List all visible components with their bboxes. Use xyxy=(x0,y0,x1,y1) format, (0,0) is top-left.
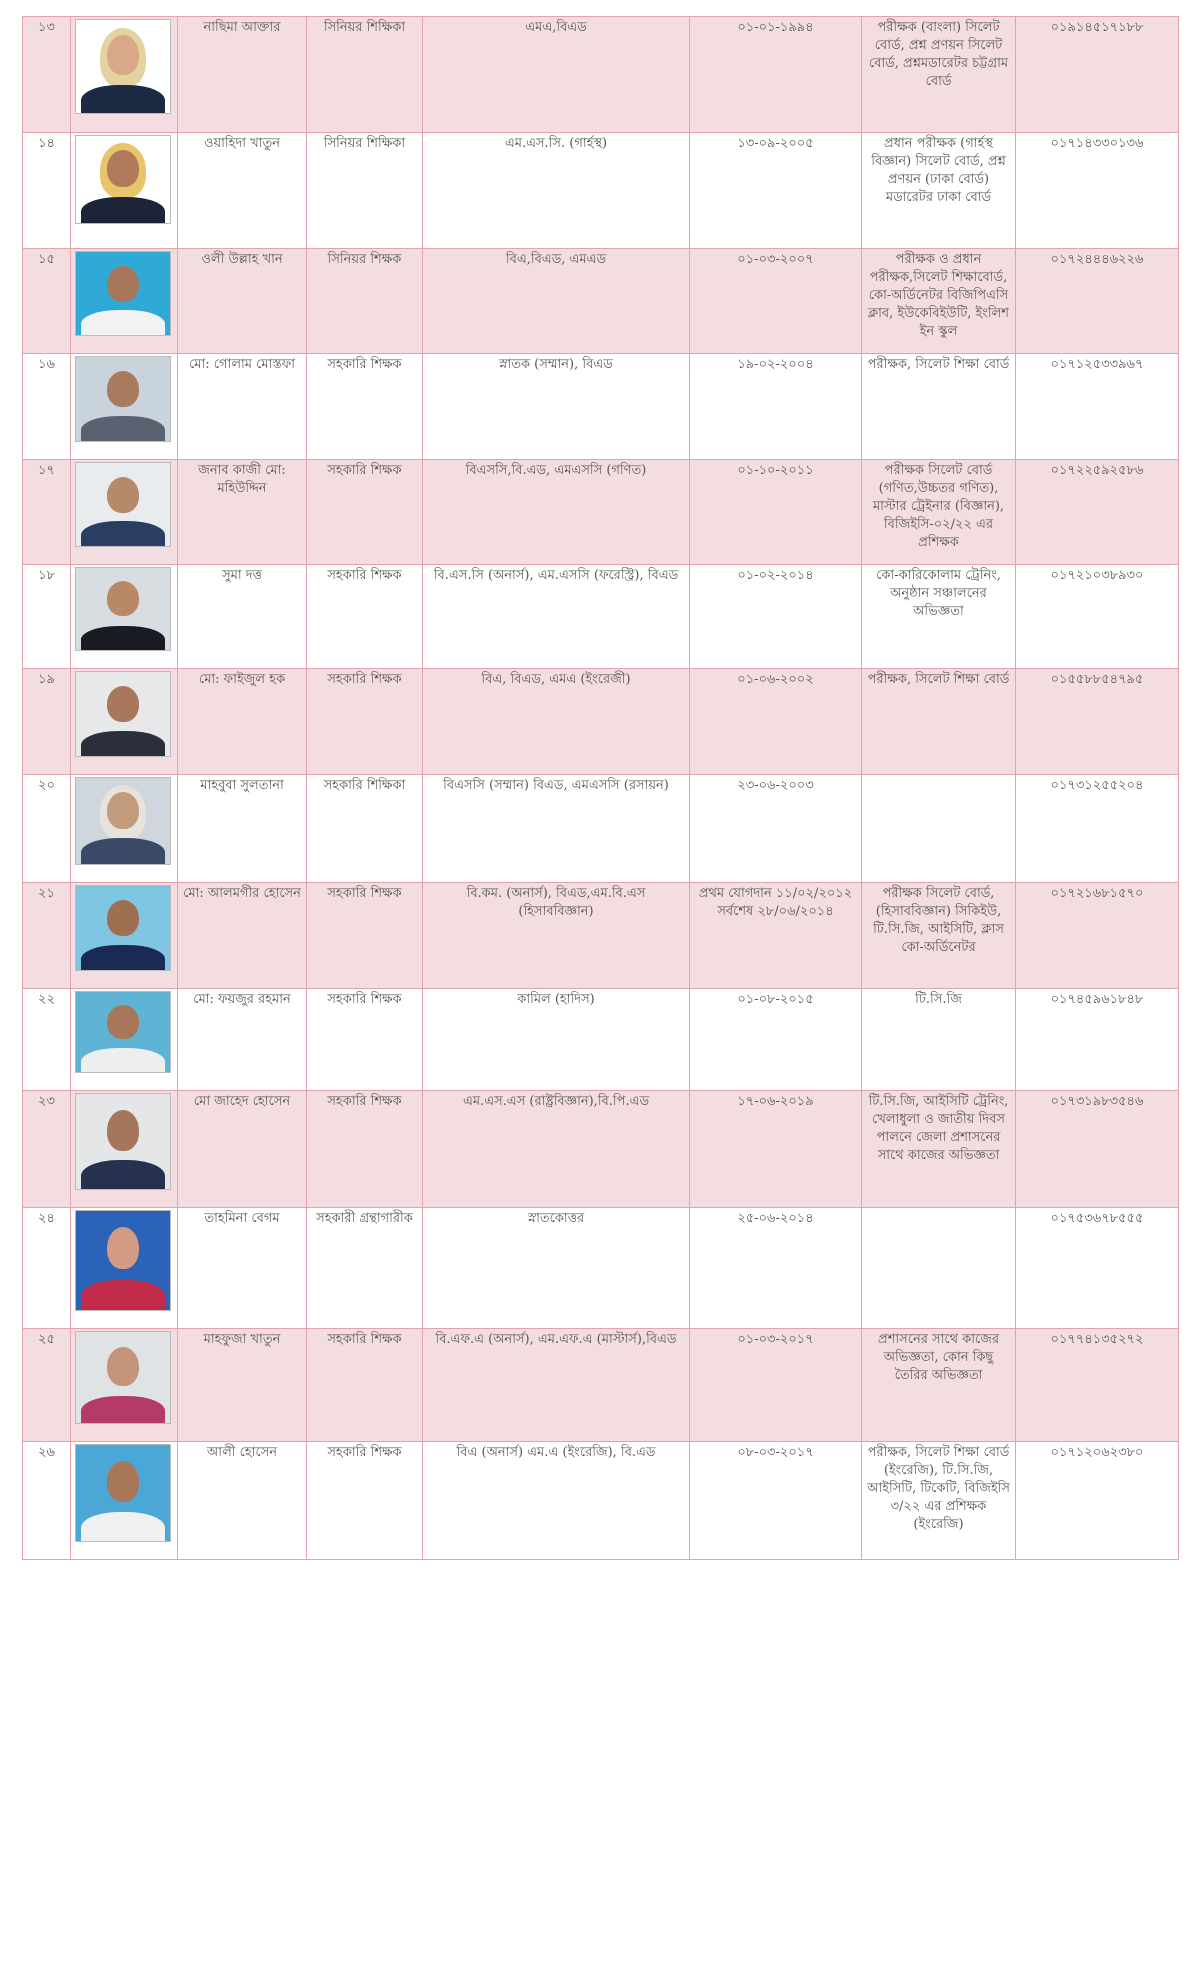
portrait-body xyxy=(81,310,165,336)
portrait-head xyxy=(107,371,139,407)
name-cell: ওয়াহিদা খাতুন xyxy=(178,133,307,249)
experience-cell: প্রশাসনের সাথে কাজের অভিজ্ঞতা, কোন কিছু তৈরির অভিজ্ঞতা xyxy=(862,1329,1016,1442)
name-cell: ওলী উল্লাহ খান xyxy=(178,249,307,354)
staff-photo xyxy=(75,251,171,336)
experience-cell xyxy=(862,775,1016,883)
qualification-cell: এমএ,বিএড xyxy=(423,17,690,133)
joining-date-cell: ২৩-০৬-২০০৩ xyxy=(690,775,862,883)
serial-cell: ১৫ xyxy=(23,249,71,354)
table-row xyxy=(23,775,1179,883)
qualification-cell: বিএ,বিএড, এমএড xyxy=(423,249,690,354)
phone-cell: ০১৭৩১২৫৫২০৪ xyxy=(1016,775,1179,883)
table-row xyxy=(23,354,1179,460)
photo-cell xyxy=(71,460,178,565)
staff-photo xyxy=(75,671,171,757)
serial-cell: ২৩ xyxy=(23,1091,71,1208)
phone-cell: ০১৭২৪৪৪৬২২৬ xyxy=(1016,249,1179,354)
table-row xyxy=(23,17,1179,133)
experience-cell: পরীক্ষক সিলেট বোর্ড (গণিত,উচ্চতর গণিত), মাস্টার ট্রেইনার (বিজ্ঞান), বিজিইসি-০২/২২ এর প্রশিক্ষক xyxy=(862,460,1016,565)
photo-cell xyxy=(71,883,178,989)
photo-cell xyxy=(71,669,178,775)
qualification-cell: বি.এফ.এ (অনার্স), এম.এফ.এ (মাস্টার্স),বিএড xyxy=(423,1329,690,1442)
designation-cell: সহকারি শিক্ষক xyxy=(307,1329,423,1442)
table-row xyxy=(23,460,1179,565)
experience-cell xyxy=(862,1208,1016,1329)
joining-date-cell: ০১-১০-২০১১ xyxy=(690,460,862,565)
name-cell: মো: ফাইজুল হক xyxy=(178,669,307,775)
qualification-cell: বিএ (অনার্স) এম.এ (ইংরেজি), বি.এড xyxy=(423,1442,690,1560)
portrait-body xyxy=(81,1280,165,1311)
joining-date-cell: ০১-০৮-২০১৫ xyxy=(690,989,862,1091)
designation-cell: সিনিয়র শিক্ষিকা xyxy=(307,17,423,133)
table-row xyxy=(23,133,1179,249)
serial-cell: ২২ xyxy=(23,989,71,1091)
name-cell: সুমা দত্ত xyxy=(178,565,307,669)
staff-photo xyxy=(75,1210,171,1311)
name-cell: মাহফুজা খাতুন xyxy=(178,1329,307,1442)
portrait-head xyxy=(107,686,139,722)
serial-cell: ২৫ xyxy=(23,1329,71,1442)
portrait-head xyxy=(107,150,139,187)
qualification-cell: এম.এস.এস (রাষ্ট্রবিজ্ঞান),বি.পি.এড xyxy=(423,1091,690,1208)
portrait-body xyxy=(81,838,165,865)
photo-cell xyxy=(71,249,178,354)
portrait-head xyxy=(107,1227,139,1269)
portrait-body xyxy=(81,1512,165,1542)
portrait-body xyxy=(81,626,165,651)
qualification-cell: স্নাতক (সম্মান), বিএড xyxy=(423,354,690,460)
portrait-body xyxy=(81,1048,165,1073)
table-row xyxy=(23,1329,1179,1442)
name-cell: তাহমিনা বেগম xyxy=(178,1208,307,1329)
serial-cell: ২১ xyxy=(23,883,71,989)
name-cell: মাহবুবা সুলতানা xyxy=(178,775,307,883)
serial-cell: ১৬ xyxy=(23,354,71,460)
qualification-cell: বিএ, বিএড, এমএ (ইংরেজী) xyxy=(423,669,690,775)
phone-cell: ০১৯১৪৫১৭১৮৮ xyxy=(1016,17,1179,133)
qualification-cell: কামিল (হাদিস) xyxy=(423,989,690,1091)
phone-cell: ০১৭১২৫৩৩৯৬৭ xyxy=(1016,354,1179,460)
photo-cell xyxy=(71,775,178,883)
staff-photo xyxy=(75,991,171,1073)
table-row xyxy=(23,249,1179,354)
phone-cell: ০১৭১২০৬২৩৮০ xyxy=(1016,1442,1179,1560)
staff-photo xyxy=(75,885,171,971)
portrait-head xyxy=(107,1347,139,1386)
photo-cell xyxy=(71,989,178,1091)
qualification-cell: বি.কম. (অনার্স), বিএড,এম.বি.এস (হিসাববিজ্ঞান) xyxy=(423,883,690,989)
name-cell: আলী হোসেন xyxy=(178,1442,307,1560)
phone-cell: ০১৭৫৩৬৭৮৫৫৫ xyxy=(1016,1208,1179,1329)
staff-photo xyxy=(75,462,171,547)
portrait-body xyxy=(81,1160,165,1190)
portrait-head xyxy=(107,35,139,75)
table-row xyxy=(23,565,1179,669)
staff-photo xyxy=(75,1331,171,1424)
serial-cell: ১৪ xyxy=(23,133,71,249)
phone-cell: ০১৭২১০৩৮৯৩০ xyxy=(1016,565,1179,669)
joining-date-cell: ০১-০৩-২০০৭ xyxy=(690,249,862,354)
name-cell: মো: আলমগীর হোসেন xyxy=(178,883,307,989)
experience-cell: পরীক্ষক ও প্রধান পরীক্ষক,সিলেট শিক্ষাবোর্ড, কো-অর্ডিনেটর বিজিপিএসি ক্লাব, ইউকেবিইউটি, ইংলিশ ইন স্কুল xyxy=(862,249,1016,354)
joining-date-cell: ১৯-০২-২০০৪ xyxy=(690,354,862,460)
joining-date-cell: ০১-০৩-২০১৭ xyxy=(690,1329,862,1442)
experience-cell: কো-কারিকোলাম ট্রেনিং, অনুষ্ঠান সঞ্চালনের অভিজ্ঞতা xyxy=(862,565,1016,669)
portrait-head xyxy=(107,266,139,302)
experience-cell: পরীক্ষক, সিলেট শিক্ষা বোর্ড (ইংরেজি), টি.সি.জি, আইসিটি, টিকেটি, বিজিইসি ৩/২২ এর প্রশিক্ষক (ইংরেজি) xyxy=(862,1442,1016,1560)
experience-cell: পরীক্ষক সিলেট বোর্ড, (হিসাববিজ্ঞান) সিকিইউ, টি.সি.জি, আইসিটি, ক্লাস কো-অর্ডিনেটর xyxy=(862,883,1016,989)
portrait-body xyxy=(81,197,165,224)
portrait-body xyxy=(81,521,165,547)
joining-date-cell: ২৫-০৬-২০১৪ xyxy=(690,1208,862,1329)
staff-photo xyxy=(75,1093,171,1190)
designation-cell: সহকারি শিক্ষক xyxy=(307,669,423,775)
designation-cell: সহকারি শিক্ষক xyxy=(307,565,423,669)
phone-cell: ০১৭২১৬৮১৫৭০ xyxy=(1016,883,1179,989)
designation-cell: সহকারি শিক্ষক xyxy=(307,460,423,565)
staff-table xyxy=(22,16,1179,1560)
portrait-head xyxy=(107,792,139,829)
portrait-body xyxy=(81,1396,165,1424)
name-cell: মো: ফয়জুর রহমান xyxy=(178,989,307,1091)
experience-cell: পরীক্ষক (বাংলা) সিলেট বোর্ড, প্রশ্ন প্রণয়ন সিলেট বোর্ড, প্রশ্নমডারেটর চট্টগ্রাম বোর্ড xyxy=(862,17,1016,133)
portrait-body xyxy=(81,945,165,971)
designation-cell: সহকারি শিক্ষক xyxy=(307,989,423,1091)
portrait-body xyxy=(81,731,165,757)
experience-cell: প্রধান পরীক্ষক (গার্হস্থ বিজ্ঞান) সিলেট বোর্ড, প্রশ্ন প্রণয়ন (ঢাকা বোর্ড) মডারেটর ঢাকা বোর্ড xyxy=(862,133,1016,249)
serial-cell: ২৪ xyxy=(23,1208,71,1329)
phone-cell: ০১৭৭৪১৩৫২৭২ xyxy=(1016,1329,1179,1442)
designation-cell: সহকারি শিক্ষিকা xyxy=(307,775,423,883)
portrait-head xyxy=(107,1461,139,1502)
staff-photo xyxy=(75,567,171,651)
table-row xyxy=(23,1208,1179,1329)
serial-cell: ১৮ xyxy=(23,565,71,669)
portrait-head xyxy=(107,900,139,936)
portrait-body xyxy=(81,416,165,442)
name-cell: মো: গোলাম মোস্তফা xyxy=(178,354,307,460)
designation-cell: সিনিয়র শিক্ষিকা xyxy=(307,133,423,249)
joining-date-cell: ০৮-০৩-২০১৭ xyxy=(690,1442,862,1560)
designation-cell: সিনিয়র শিক্ষক xyxy=(307,249,423,354)
name-cell: নাছিমা আক্তার xyxy=(178,17,307,133)
experience-cell: পরীক্ষক, সিলেট শিক্ষা বোর্ড xyxy=(862,354,1016,460)
table-row xyxy=(23,1091,1179,1208)
phone-cell: ০১৭৪৫৯৬১৮৪৮ xyxy=(1016,989,1179,1091)
staff-photo xyxy=(75,356,171,442)
qualification-cell: স্নাতকোত্তর xyxy=(423,1208,690,1329)
designation-cell: সহকারি শিক্ষক xyxy=(307,354,423,460)
experience-cell: টি.সি.জি xyxy=(862,989,1016,1091)
qualification-cell: বিএসসি (সম্মান) বিএড, এমএসসি (রসায়ন) xyxy=(423,775,690,883)
experience-cell: পরীক্ষক, সিলেট শিক্ষা বোর্ড xyxy=(862,669,1016,775)
photo-cell xyxy=(71,565,178,669)
phone-cell: ০১৭২২৫৯২৫৮৬ xyxy=(1016,460,1179,565)
designation-cell: সহকারি শিক্ষক xyxy=(307,1442,423,1560)
portrait-head xyxy=(107,477,139,513)
table-row xyxy=(23,883,1179,989)
staff-photo xyxy=(75,19,171,114)
serial-cell: ২৬ xyxy=(23,1442,71,1560)
name-cell: জনাব কাজী মো: মহিউদ্দিন xyxy=(178,460,307,565)
photo-cell xyxy=(71,1208,178,1329)
joining-date-cell: ০১-০২-২০১৪ xyxy=(690,565,862,669)
phone-cell: ০১৭৩১৯৮৩৫৪৬ xyxy=(1016,1091,1179,1208)
joining-date-cell: প্রথম যোগদান ১১/০২/২০১২ সর্বশেষ ২৮/০৬/২০১৪ xyxy=(690,883,862,989)
staff-photo xyxy=(75,135,171,224)
portrait-head xyxy=(107,1005,139,1039)
photo-cell xyxy=(71,1091,178,1208)
portrait-head xyxy=(107,1110,139,1151)
photo-cell xyxy=(71,1442,178,1560)
designation-cell: সহকারী গ্রন্থাগারীক xyxy=(307,1208,423,1329)
serial-cell: ১৩ xyxy=(23,17,71,133)
phone-cell: ০১৫৫৮৮৫৪৭৯৫ xyxy=(1016,669,1179,775)
photo-cell xyxy=(71,354,178,460)
serial-cell: ২০ xyxy=(23,775,71,883)
name-cell: মো জাহেদ হোসেন xyxy=(178,1091,307,1208)
qualification-cell: বি.এস.সি (অনার্স), এম.এসসি (ফরেস্ট্রি), বিএড xyxy=(423,565,690,669)
joining-date-cell: ১৩-০৯-২০০৫ xyxy=(690,133,862,249)
designation-cell: সহকারি শিক্ষক xyxy=(307,1091,423,1208)
staff-photo xyxy=(75,1444,171,1542)
joining-date-cell: ০১-০৬-২০০২ xyxy=(690,669,862,775)
serial-cell: ১৭ xyxy=(23,460,71,565)
joining-date-cell: ১৭-০৬-২০১৯ xyxy=(690,1091,862,1208)
serial-cell: ১৯ xyxy=(23,669,71,775)
photo-cell xyxy=(71,17,178,133)
joining-date-cell: ০১-০১-১৯৯৪ xyxy=(690,17,862,133)
phone-cell: ০১৭১৪৩৩০১৩৬ xyxy=(1016,133,1179,249)
experience-cell: টি.সি.জি, আইসিটি ট্রেনিং, খেলাধুলা ও জাতীয় দিবস পালনে জেলা প্রশাসনের সাথে কাজের অভিজ্ঞতা xyxy=(862,1091,1016,1208)
qualification-cell: এম.এস.সি. (গার্হস্থ) xyxy=(423,133,690,249)
photo-cell xyxy=(71,1329,178,1442)
photo-cell xyxy=(71,133,178,249)
table-row xyxy=(23,669,1179,775)
designation-cell: সহকারি শিক্ষক xyxy=(307,883,423,989)
qualification-cell: বিএসসি,বি.এড, এমএসসি (গণিত) xyxy=(423,460,690,565)
staff-photo xyxy=(75,777,171,865)
portrait-head xyxy=(107,581,139,616)
table-row xyxy=(23,989,1179,1091)
portrait-body xyxy=(81,85,165,114)
table-row xyxy=(23,1442,1179,1560)
